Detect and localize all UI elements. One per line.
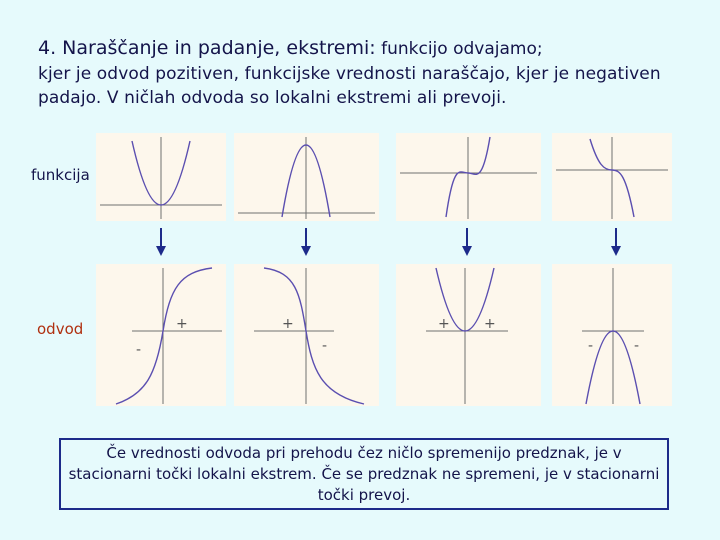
intro-paragraph: kjer je odvod pozitiven, funkcijske vrednosti naraščajo, kjer je negativen padajo. V ničlah odvoda so lokalni ekstremi ali prevoji. xyxy=(38,64,661,108)
function-panel-3 xyxy=(396,133,541,221)
function-panel-2 xyxy=(234,133,379,221)
sign-right: + xyxy=(484,316,496,332)
function-panel-1 xyxy=(96,133,226,221)
sign-right: - xyxy=(322,338,328,354)
slide-title xyxy=(38,34,698,63)
row-label-derivative: odvod xyxy=(37,320,84,338)
derivative-panel-3 xyxy=(396,264,541,406)
curve-derivative-1 xyxy=(116,268,212,404)
derivative-panel-2 xyxy=(234,264,379,406)
derivative-panel-4 xyxy=(552,264,672,406)
title-main: 4. Naraščanje in padanje, ekstremi: xyxy=(38,37,376,59)
row-label-function: funkcija xyxy=(31,166,90,184)
conclusion-box: Če vrednosti odvoda pri prehodu čez ničlo spremenijo predznak, je v stacionarni točki lokalni ekstrem. Če se predznak ne spremeni, je v stacionarni točki prevoj. xyxy=(59,438,669,510)
derivative-panel-1 xyxy=(96,264,226,406)
function-panel-4 xyxy=(552,133,672,221)
sign-left: - xyxy=(588,338,594,354)
arrow-down-icon xyxy=(609,228,623,258)
sign-left: + xyxy=(282,316,294,332)
sign-left: - xyxy=(136,342,142,358)
sign-left: + xyxy=(438,316,450,332)
arrow-down-icon xyxy=(154,228,168,258)
curve-derivative-2 xyxy=(264,268,364,404)
arrow-down-icon xyxy=(299,228,313,258)
title-sub: funkcijo odvajamo; xyxy=(375,39,543,59)
sign-right: + xyxy=(176,316,188,332)
sign-right: - xyxy=(634,338,640,354)
arrow-down-icon xyxy=(460,228,474,258)
